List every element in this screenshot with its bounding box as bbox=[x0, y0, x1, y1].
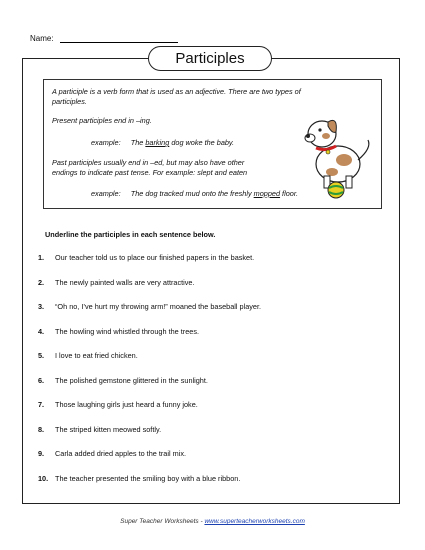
past-rule-line-2: endings to indicate past tense. For example: slept and eaten bbox=[52, 168, 248, 177]
question-6[interactable] bbox=[38, 376, 208, 385]
question-1[interactable] bbox=[38, 253, 254, 262]
question-2[interactable] bbox=[38, 278, 195, 287]
example-1-post: dog woke the baby. bbox=[169, 138, 235, 147]
question-number: 9. bbox=[38, 449, 45, 458]
question-text[interactable]: “Oh no, I’ve hurt my throwing arm!” moaned the baseball player. bbox=[55, 302, 262, 311]
question-text[interactable]: I love to eat fried chicken. bbox=[55, 351, 138, 360]
example-2 bbox=[91, 189, 298, 199]
question-number: 7. bbox=[38, 400, 45, 409]
question-8[interactable] bbox=[38, 425, 161, 434]
question-4[interactable] bbox=[38, 327, 199, 336]
example-1-word: barking bbox=[145, 138, 170, 147]
question-text[interactable]: The polished gemstone glittered in the sunlight. bbox=[55, 376, 208, 385]
footer bbox=[0, 518, 425, 525]
footer-link[interactable]: www.superteacherworksheets.com bbox=[204, 518, 305, 525]
question-number: 2. bbox=[38, 278, 45, 287]
footer-brand: Super Teacher Worksheets bbox=[120, 518, 199, 525]
example-2-pre: The dog tracked mud onto the freshly bbox=[130, 189, 254, 198]
question-text[interactable]: The teacher presented the smiling boy with a blue ribbon. bbox=[55, 474, 241, 483]
question-5[interactable] bbox=[38, 351, 138, 360]
instructions: Underline the participles in each sentence below. bbox=[45, 230, 216, 239]
question-number: 3. bbox=[38, 302, 45, 311]
name-rule[interactable] bbox=[60, 34, 178, 43]
example-1 bbox=[91, 138, 234, 148]
example-1-pre: The bbox=[130, 138, 146, 147]
name-field[interactable] bbox=[30, 34, 178, 43]
definition-intro-line-2: participles. bbox=[52, 97, 87, 106]
question-number: 8. bbox=[38, 425, 45, 434]
question-9[interactable] bbox=[38, 449, 186, 458]
question-text[interactable]: The striped kitten meowed softly. bbox=[55, 425, 162, 434]
dog-illustration-icon bbox=[298, 112, 378, 200]
example-2-label: example: bbox=[91, 189, 121, 198]
name-label: Name: bbox=[30, 34, 54, 43]
question-7[interactable] bbox=[38, 400, 198, 409]
example-2-post: floor. bbox=[280, 189, 299, 198]
question-number: 5. bbox=[38, 351, 45, 360]
question-text[interactable]: Those laughing girls just heard a funny joke. bbox=[55, 400, 198, 409]
past-rule-line-1: Past participles usually end in –ed, but may also have other bbox=[52, 158, 245, 167]
question-number: 4. bbox=[38, 327, 45, 336]
example-1-label: example: bbox=[91, 138, 121, 147]
question-text[interactable]: The howling wind whistled through the trees. bbox=[55, 327, 199, 336]
question-text[interactable]: Carla added dried apples to the trail mix. bbox=[55, 449, 187, 458]
question-10[interactable] bbox=[38, 474, 240, 483]
footer-separator: - bbox=[198, 518, 205, 525]
question-3[interactable] bbox=[38, 302, 261, 311]
question-number: 1. bbox=[38, 253, 45, 262]
question-number: 6. bbox=[38, 376, 45, 385]
example-2-word: mopped bbox=[253, 189, 281, 198]
present-rule: Present participles end in –ing. bbox=[52, 116, 152, 125]
question-number: 10. bbox=[38, 474, 49, 483]
question-text[interactable]: The newly painted walls are very attractive. bbox=[55, 278, 195, 287]
page-title: Participles bbox=[148, 46, 272, 71]
definition-intro-line-1: A participle is a verb form that is used as an adjective. There are two types of bbox=[52, 87, 301, 96]
question-text[interactable]: Our teacher told us to place our finished papers in the basket. bbox=[55, 253, 255, 262]
